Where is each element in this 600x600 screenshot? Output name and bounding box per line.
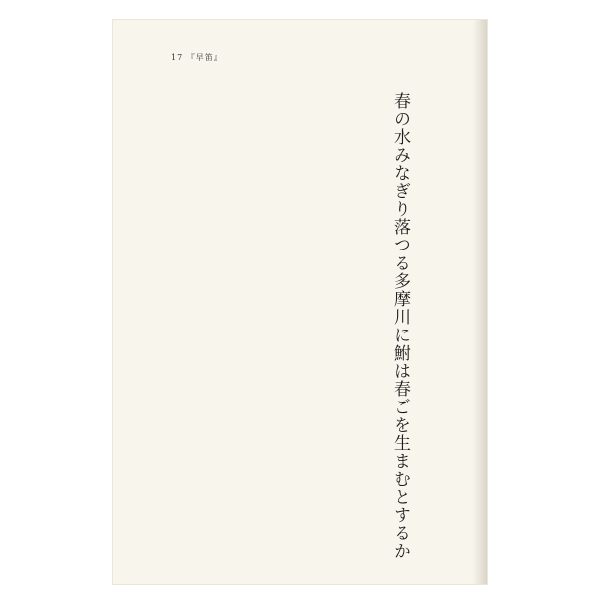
- commentary: [181, 96, 377, 546]
- verse: 春の水みなぎり落つる多摩川に鮒は春ごを生まむとするか: [390, 92, 410, 560]
- page-number: 17: [171, 53, 184, 62]
- book-page: [113, 20, 487, 584]
- page-edge: [473, 20, 487, 584]
- running-title: 『早笛』: [186, 53, 223, 62]
- running-header: [171, 52, 223, 63]
